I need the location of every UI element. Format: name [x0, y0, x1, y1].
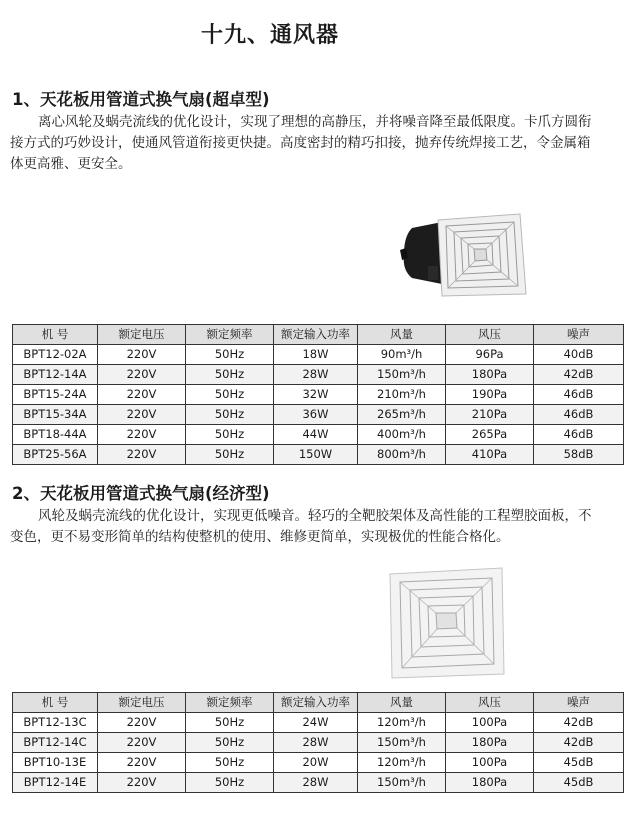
section-1-description: 离心风轮及蜗壳流线的优化设计，实现了理想的高静压，并将噪音降至最低限度。卡爪方圆衔接方式的巧妙设计，使通风管道衔接更快捷。高度密封的精巧扣接，抛弃传统焊接工艺，令金属箱体更高雅、更安全。: [10, 114, 592, 172]
header-noise: 噪声: [534, 325, 624, 345]
cell-airflow: 150m³/h: [358, 365, 446, 385]
cell-noise: 42dB: [534, 365, 624, 385]
table-row: [13, 753, 624, 773]
cell-frequency: 50Hz: [186, 445, 274, 465]
cell-airflow: 210m³/h: [358, 385, 446, 405]
cell-frequency: 50Hz: [186, 425, 274, 445]
cell-frequency: 50Hz: [186, 773, 274, 793]
spec-table-super: [12, 324, 624, 465]
cell-pressure: 100Pa: [446, 753, 534, 773]
cell-airflow: 150m³/h: [358, 773, 446, 793]
cell-voltage: 220V: [98, 365, 186, 385]
header-power: 额定输入功率: [274, 693, 358, 713]
cell-power: 28W: [274, 365, 358, 385]
cell-voltage: 220V: [98, 445, 186, 465]
cell-airflow: 400m³/h: [358, 425, 446, 445]
cell-airflow: 90m³/h: [358, 345, 446, 365]
cell-power: 18W: [274, 345, 358, 365]
cell-noise: 45dB: [534, 773, 624, 793]
cell-pressure: 410Pa: [446, 445, 534, 465]
cell-voltage: 220V: [98, 345, 186, 365]
cell-noise: 42dB: [534, 733, 624, 753]
header-voltage: 额定电压: [98, 693, 186, 713]
cell-frequency: 50Hz: [186, 405, 274, 425]
header-pressure: 风压: [446, 693, 534, 713]
cell-pressure: 190Pa: [446, 385, 534, 405]
cell-voltage: 220V: [98, 733, 186, 753]
cell-pressure: 100Pa: [446, 713, 534, 733]
table-row: [13, 385, 624, 405]
table-row: [13, 773, 624, 793]
cell-frequency: 50Hz: [186, 385, 274, 405]
cell-model: BPT10-13E: [13, 753, 98, 773]
cell-model: BPT12-14C: [13, 733, 98, 753]
table-row: [13, 425, 624, 445]
cell-pressure: 180Pa: [446, 773, 534, 793]
cell-frequency: 50Hz: [186, 713, 274, 733]
header-model: 机 号: [13, 325, 98, 345]
table-row: [13, 345, 624, 365]
cell-model: BPT15-24A: [13, 385, 98, 405]
table-row: [13, 733, 624, 753]
cell-frequency: 50Hz: [186, 733, 274, 753]
header-pressure: 风压: [446, 325, 534, 345]
cell-frequency: 50Hz: [186, 345, 274, 365]
header-noise: 噪声: [534, 693, 624, 713]
cell-voltage: 220V: [98, 425, 186, 445]
table-row: [13, 713, 624, 733]
cell-noise: 46dB: [534, 385, 624, 405]
cell-airflow: 265m³/h: [358, 405, 446, 425]
table-header-row: [13, 325, 624, 345]
cell-frequency: 50Hz: [186, 753, 274, 773]
cell-noise: 46dB: [534, 405, 624, 425]
cell-model: BPT25-56A: [13, 445, 98, 465]
section-2-description: 风轮及蜗壳流线的优化设计，实现更低噪音。轻巧的全靶胶架体及高性能的工程塑胶面板，不变色，更不易变形简单的结构使整机的使用、维修更简单，实现极优的性能合格化。: [10, 508, 592, 545]
cell-power: 44W: [274, 425, 358, 445]
cell-noise: 40dB: [534, 345, 624, 365]
cell-noise: 46dB: [534, 425, 624, 445]
cell-noise: 42dB: [534, 713, 624, 733]
cell-power: 24W: [274, 713, 358, 733]
cell-voltage: 220V: [98, 405, 186, 425]
cell-airflow: 800m³/h: [358, 445, 446, 465]
table-row: [13, 365, 624, 385]
cell-voltage: 220V: [98, 385, 186, 405]
header-power: 额定输入功率: [274, 325, 358, 345]
cell-voltage: 220V: [98, 773, 186, 793]
cell-model: BPT12-02A: [13, 345, 98, 365]
cell-pressure: 180Pa: [446, 733, 534, 753]
cell-noise: 45dB: [534, 753, 624, 773]
cell-model: BPT12-13C: [13, 713, 98, 733]
ceiling-fan-image-economy: [384, 566, 506, 680]
cell-model: BPT12-14E: [13, 773, 98, 793]
cell-pressure: 96Pa: [446, 345, 534, 365]
cell-pressure: 265Pa: [446, 425, 534, 445]
header-frequency: 额定频率: [186, 325, 274, 345]
cell-pressure: 210Pa: [446, 405, 534, 425]
cell-model: BPT18-44A: [13, 425, 98, 445]
table-row: [13, 405, 624, 425]
ceiling-fan-image-super: [398, 206, 528, 306]
cell-airflow: 120m³/h: [358, 753, 446, 773]
cell-power: 150W: [274, 445, 358, 465]
cell-power: 36W: [274, 405, 358, 425]
cell-model: BPT12-14A: [13, 365, 98, 385]
cell-voltage: 220V: [98, 713, 186, 733]
cell-power: 28W: [274, 733, 358, 753]
cell-power: 20W: [274, 753, 358, 773]
header-airflow: 风量: [358, 325, 446, 345]
cell-power: 28W: [274, 773, 358, 793]
cell-voltage: 220V: [98, 753, 186, 773]
page-title: 十九、通风器: [200, 23, 339, 48]
cell-model: BPT15-34A: [13, 405, 98, 425]
section-2-heading: 2、天花板用管道式换气扇(经济型): [12, 484, 270, 503]
table-header-row: [13, 693, 624, 713]
table-row: [13, 445, 624, 465]
cell-frequency: 50Hz: [186, 365, 274, 385]
section-1-heading: 1、天花板用管道式换气扇(超卓型): [12, 90, 270, 109]
cell-noise: 58dB: [534, 445, 624, 465]
header-frequency: 额定频率: [186, 693, 274, 713]
cell-power: 32W: [274, 385, 358, 405]
spec-table-economy: [12, 692, 624, 793]
header-model: 机 号: [13, 693, 98, 713]
header-voltage: 额定电压: [98, 325, 186, 345]
header-airflow: 风量: [358, 693, 446, 713]
cell-pressure: 180Pa: [446, 365, 534, 385]
cell-airflow: 150m³/h: [358, 733, 446, 753]
cell-airflow: 120m³/h: [358, 713, 446, 733]
